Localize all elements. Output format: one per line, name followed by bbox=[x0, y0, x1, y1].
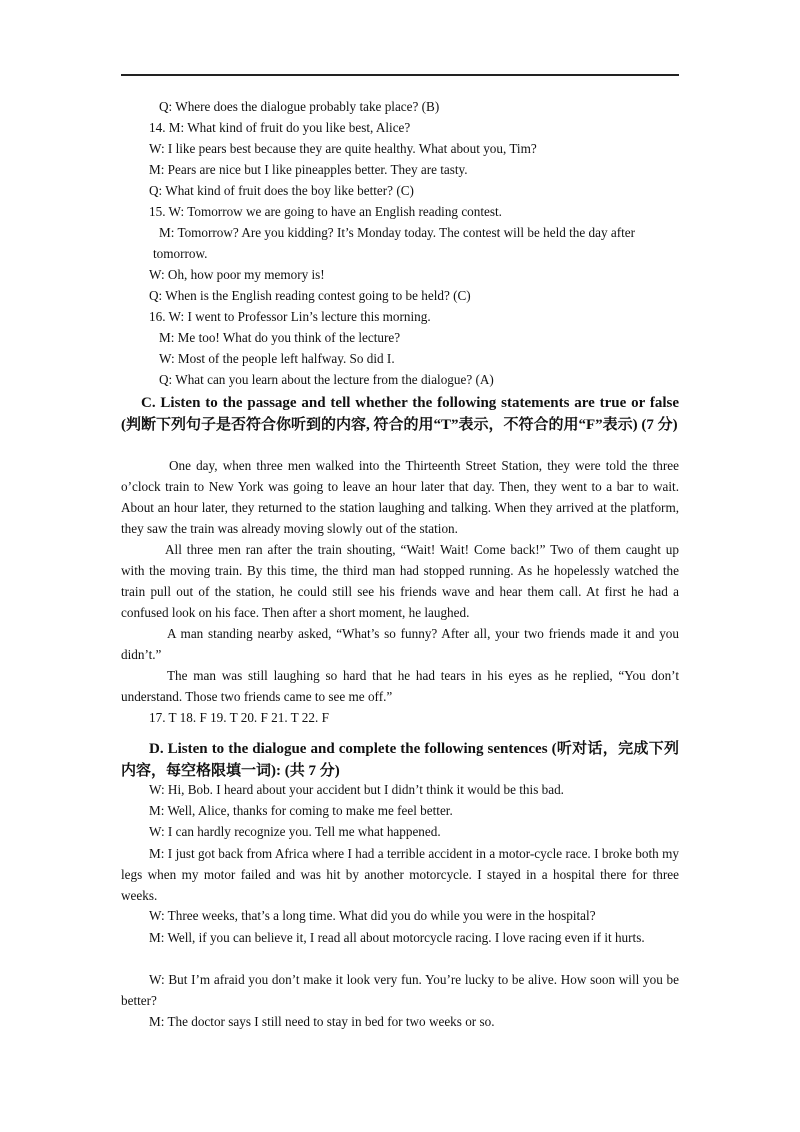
question-14-line: Q: What kind of fruit does the boy like better? (C) bbox=[149, 183, 414, 198]
answer-key: 17. T 18. F 19. T 20. F 21. T 22. F bbox=[149, 710, 329, 725]
section-d-heading: D. Listen to the dialogue and complete the following sentences (听对话，完成下列内容，每空格限填一词): (共 7 分) bbox=[121, 741, 679, 779]
item-15-line: 15. W: Tomorrow we are going to have an English reading contest. bbox=[149, 204, 502, 219]
dialogue-line: M: Well, Alice, thanks for coming to make me feel better. bbox=[149, 803, 453, 818]
item-14-line: W: I like pears best because they are quite healthy. What about you, Tim? bbox=[149, 141, 537, 156]
passage-paragraph: A man standing nearby asked, “What’s so funny? After all, your two friends made it and you didn’t.” bbox=[121, 626, 679, 662]
item-16-line: 16. W: I went to Professor Lin’s lecture this morning. bbox=[149, 309, 431, 324]
dialogue-paragraph: M: Well, if you can believe it, I read all about motorcycle racing. I love racing even if it hurts. bbox=[149, 930, 645, 945]
dialogue-line: M: The doctor says I still need to stay in bed for two weeks or so. bbox=[149, 1014, 495, 1029]
passage-paragraph: All three men ran after the train shouting, “Wait! Wait! Come back!” Two of them caught up with the moving train. By this time, the third man had stopped running. As he hopelessly watched the train pull out of the station, he could still see his friends wave and hear them call. At first he had a confused look on his face. Then after a short moment, he laughed. bbox=[121, 542, 679, 620]
item-14-line: 14. M: What kind of fruit do you like best, Alice? bbox=[149, 120, 411, 135]
dialogue-line: W: Hi, Bob. I heard about your accident but I didn’t think it would be this bad. bbox=[149, 782, 564, 797]
passage-paragraph: The man was still laughing so hard that he had tears in his eyes as he replied, “You don’t understand. Those two friends came to see me off.” bbox=[121, 668, 679, 704]
item-15-line: W: Oh, how poor my memory is! bbox=[149, 267, 325, 282]
item-14-line: M: Pears are nice but I like pineapples better. They are tasty. bbox=[149, 162, 468, 177]
item-15-line: tomorrow. bbox=[153, 246, 208, 261]
passage-paragraph: One day, when three men walked into the Thirteenth Street Station, they were told the three o’clock train to New York was going to leave an hour later that day. Then, they went to a bar to wait. About an hour later, they returned to the station laughing and talking. When they arrived at the platform, they saw the train was already moving slowly out of the station. bbox=[121, 458, 679, 536]
dialogue-paragraph: W: But I’m afraid you don’t make it look very fun. You’re lucky to be alive. How soon will you be better? bbox=[121, 972, 679, 1008]
dialogue-line: W: I can hardly recognize you. Tell me what happened. bbox=[149, 824, 441, 839]
item-16-line: M: Me too! What do you think of the lecture? bbox=[159, 330, 401, 345]
dialogue-paragraph: M: I just got back from Africa where I had a terrible accident in a motor-cycle race. I broke both my legs when my motor failed and was hit by another motorcycle. I stayed in a hospital there for three weeks. bbox=[121, 846, 679, 903]
header-rule bbox=[121, 74, 679, 76]
question-16-line: Q: What can you learn about the lecture from the dialogue? (A) bbox=[159, 372, 494, 387]
question-13-line: Q: Where does the dialogue probably take place? (B) bbox=[159, 99, 440, 114]
dialogue-line: W: Three weeks, that’s a long time. What did you do while you were in the hospital? bbox=[149, 908, 596, 923]
question-15-line: Q: When is the English reading contest going to be held? (C) bbox=[149, 288, 471, 303]
item-16-line: W: Most of the people left halfway. So did I. bbox=[159, 351, 395, 366]
section-c-heading: C. Listen to the passage and tell whether the following statements are true or false (判断下列句子是否符合你听到的内容, 符合的用“T”表示，不符合的用“F”表示) (7 分) bbox=[121, 395, 679, 433]
item-15-line: M: Tomorrow? Are you kidding? It’s Monday today. The contest will be held the day after bbox=[159, 225, 636, 240]
